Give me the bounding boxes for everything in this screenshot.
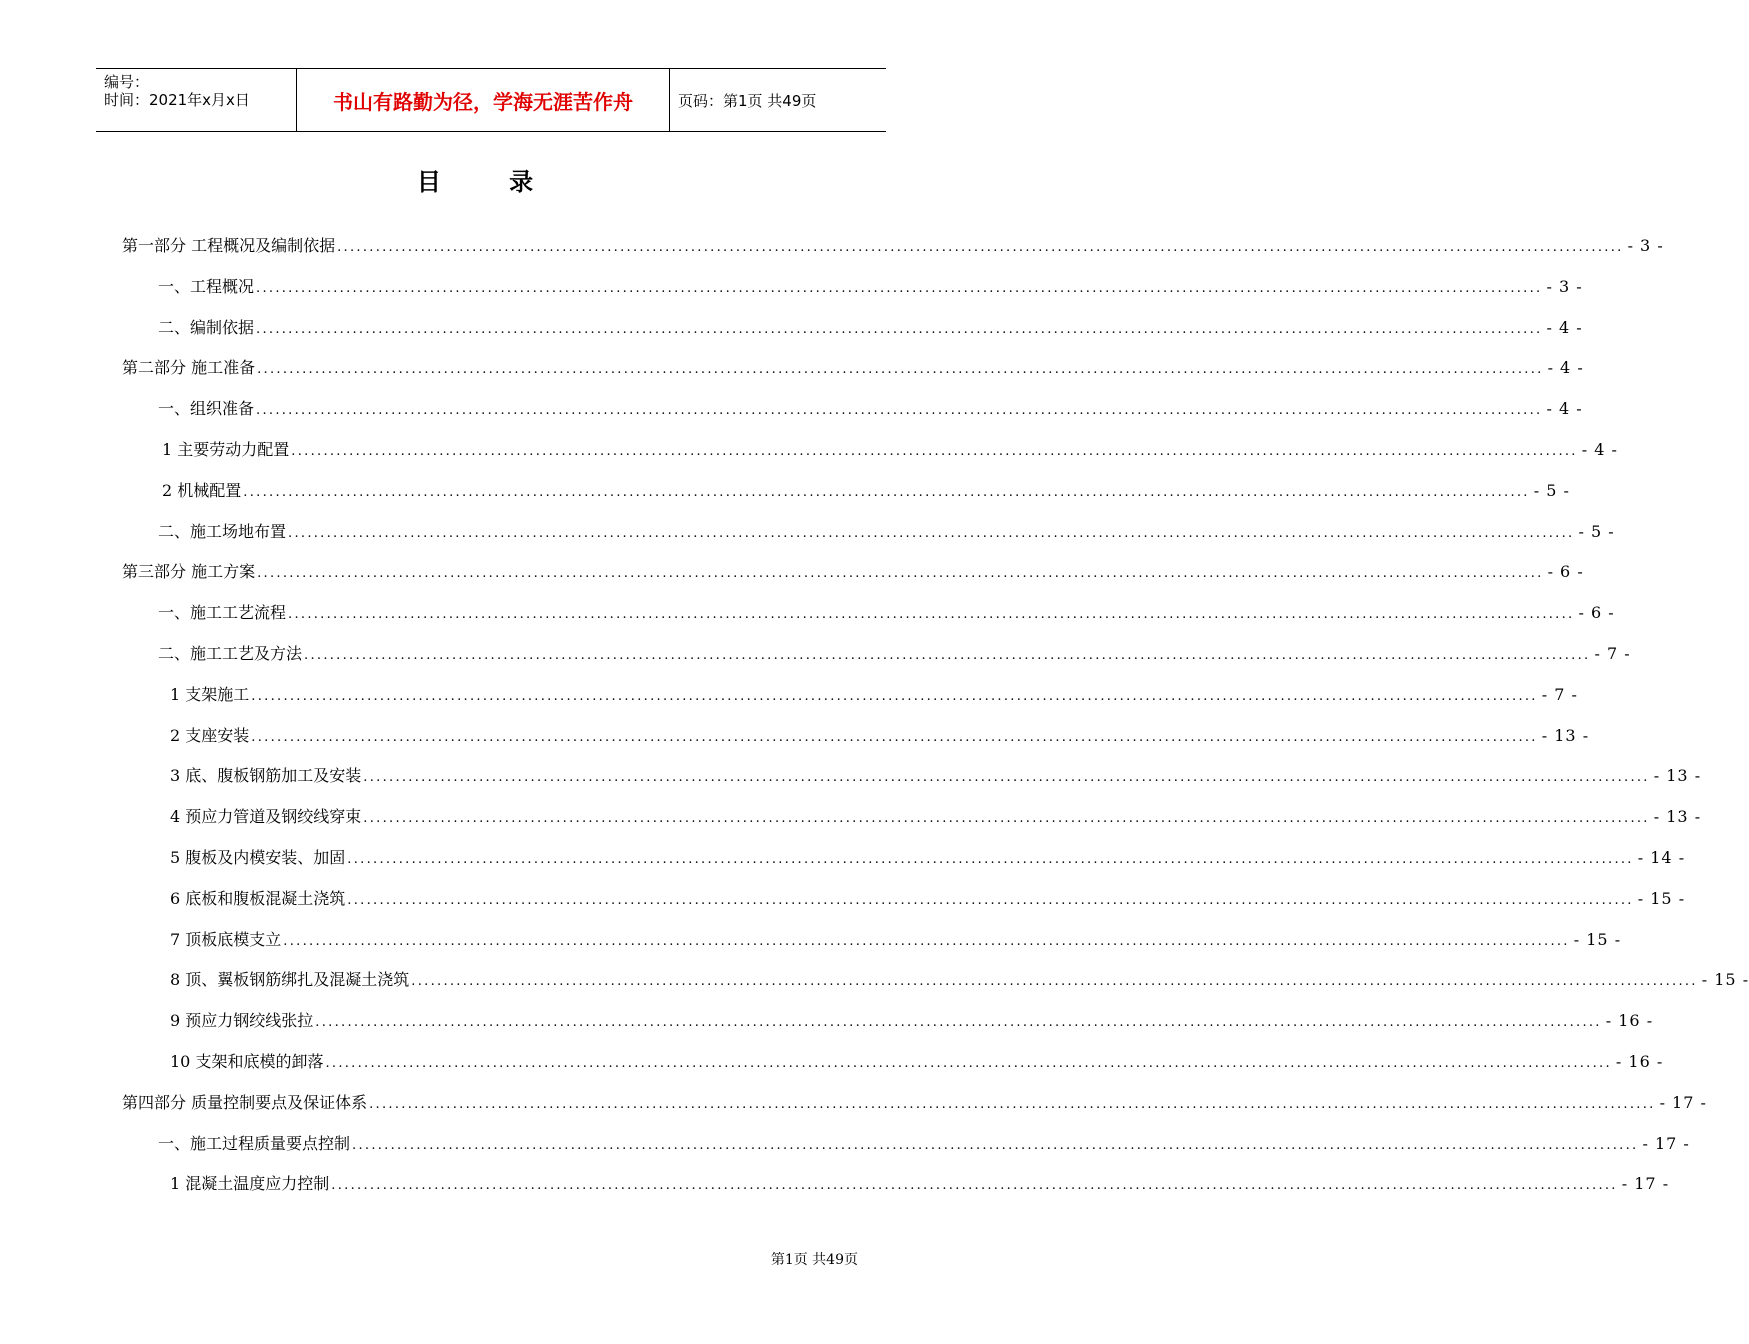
toc-entry-page: - 4 - <box>1581 440 1618 459</box>
toc-entry[interactable] <box>170 1173 1670 1195</box>
toc-entry-page: - 17 - <box>1659 1092 1707 1112</box>
page-header <box>96 68 886 132</box>
toc-entry[interactable] <box>158 1133 1690 1155</box>
toc-entry-title: 二、施工工艺及方法 <box>158 644 303 663</box>
toc-entry-title: 1 主要劳动力配置 <box>162 440 290 459</box>
toc-entry-page: - 3 - <box>1546 276 1583 296</box>
toc-entry-title: 6 底板和腹板混凝土浇筑 <box>170 888 346 908</box>
toc-entry-title: 1 支架施工 <box>170 684 250 704</box>
toc-dot-leader: ........................................................................................................................................................................................................ <box>347 852 1634 867</box>
toc-entry-title: 一、工程概况 <box>158 276 255 296</box>
toc-entry-page: - 14 - <box>1637 848 1686 867</box>
toc-entry-title: 第三部分 施工方案 <box>122 562 256 582</box>
toc-dot-leader: ........................................................................................................................................................................................................ <box>257 566 1544 582</box>
header-motto: 书山有路勤为径，学海无涯苦作舟 <box>333 90 633 114</box>
toc-entry[interactable] <box>158 602 1615 624</box>
toc-entry[interactable] <box>170 929 1622 951</box>
toc-entry-page: - 4 - <box>1547 358 1584 378</box>
toc-entry[interactable] <box>170 847 1686 869</box>
header-page-cell <box>670 69 886 131</box>
toc-entry-title: 8 顶、翼板钢筋绑扎及混凝土浇筑 <box>170 970 410 990</box>
toc-entry-page: - 6 - <box>1578 603 1615 623</box>
toc-dot-leader: ........................................................................................................................................................................................................ <box>363 770 1650 786</box>
toc-title-text: 目 录 <box>416 167 534 196</box>
toc-entry[interactable] <box>162 480 1570 502</box>
document-number-label: 编号： <box>104 73 150 91</box>
toc-entry[interactable] <box>170 725 1590 747</box>
toc-title <box>0 162 950 197</box>
toc-entry[interactable] <box>122 561 1584 583</box>
toc-entry[interactable] <box>158 521 1615 543</box>
header-meta-cell <box>96 69 297 131</box>
toc-entry-page: - 15 - <box>1573 929 1622 949</box>
toc-entry-page: - 16 - <box>1605 1011 1654 1031</box>
toc-entry-title: 1 混凝土温度应力控制 <box>170 1174 330 1194</box>
toc-entry[interactable] <box>158 317 1583 339</box>
toc-dot-leader: ........................................................................................................................................................................................................ <box>288 607 1575 623</box>
toc-dot-leader: ........................................................................................................................................................................................................ <box>337 240 1624 255</box>
toc-entry-title: 第四部分 质量控制要点及保证体系 <box>122 1092 368 1112</box>
toc-entry-title: 第一部分 工程概况及编制依据 <box>122 236 336 255</box>
toc-dot-leader: ........................................................................................................................................................................................................ <box>251 688 1538 704</box>
toc-entry-page: - 13 - <box>1541 725 1590 745</box>
toc-entry-title: 一、施工过程质量要点控制 <box>158 1133 351 1153</box>
page-footer: 第1页 共49页 <box>770 1252 858 1268</box>
toc-dot-leader: ........................................................................................................................................................................................................ <box>325 1056 1612 1071</box>
toc-entry[interactable] <box>170 1051 1664 1073</box>
toc-dot-leader: ........................................................................................................................................................................................................ <box>352 1137 1639 1153</box>
toc-entry-title: 9 预应力钢绞线张拉 <box>170 1011 314 1031</box>
toc-dot-leader: ........................................................................................................................................................................................................ <box>251 729 1538 745</box>
toc-entry[interactable] <box>170 888 1686 910</box>
toc-entry-page: - 5 - <box>1533 480 1570 500</box>
toc-entry[interactable] <box>158 398 1583 420</box>
header-motto-cell <box>297 69 670 131</box>
document-time-label: 时间：2021年x月x日 <box>104 91 250 109</box>
toc-dot-leader: ........................................................................................................................................................................................................ <box>291 444 1578 459</box>
toc-entry-title: 3 底、腹板钢筋加工及安装 <box>170 766 362 786</box>
toc-entry-page: - 17 - <box>1642 1133 1690 1153</box>
toc-entry-page: - 16 - <box>1615 1052 1664 1071</box>
toc-entry[interactable] <box>162 439 1618 461</box>
header-page-number: 页码：第1页 共49页 <box>678 92 817 110</box>
toc-entry-page: - 3 - <box>1627 236 1664 255</box>
toc-entry-title: 2 机械配置 <box>162 480 242 500</box>
toc-entry-page: - 15 - <box>1701 970 1749 990</box>
toc-entry-title: 7 顶板底模支立 <box>170 929 282 949</box>
toc-entry[interactable] <box>158 643 1631 665</box>
toc-dot-leader: ........................................................................................................................................................................................................ <box>256 280 1543 296</box>
toc-entry-page: - 13 - <box>1653 807 1702 827</box>
toc-entry-page: - 6 - <box>1547 562 1584 582</box>
toc-entry[interactable] <box>170 684 1578 706</box>
toc-entry[interactable] <box>122 357 1584 379</box>
toc-entry[interactable] <box>170 765 1702 787</box>
toc-dot-leader: ........................................................................................................................................................................................................ <box>257 362 1544 378</box>
toc-entry[interactable] <box>122 1092 1707 1114</box>
toc-entry[interactable] <box>170 969 1749 991</box>
toc-dot-leader: ........................................................................................................................................................................................................ <box>283 933 1570 949</box>
toc-dot-leader: ........................................................................................................................................................................................................ <box>288 525 1575 541</box>
toc-dot-leader: ........................................................................................................................................................................................................ <box>315 1015 1602 1031</box>
toc-dot-leader: ........................................................................................................................................................................................................ <box>411 974 1698 990</box>
toc-entry[interactable] <box>170 806 1702 828</box>
toc-entry-title: 一、组织准备 <box>158 399 255 419</box>
toc-entry-title: 10 支架和底模的卸落 <box>170 1052 324 1071</box>
toc-dot-leader: ........................................................................................................................................................................................................ <box>331 1178 1618 1194</box>
toc-entry-page: - 15 - <box>1637 888 1686 908</box>
toc-dot-leader: ........................................................................................................................................................................................................ <box>347 892 1634 908</box>
toc-entry-page: - 17 - <box>1621 1174 1670 1194</box>
toc-dot-leader: ........................................................................................................................................................................................................ <box>369 1096 1656 1112</box>
toc-entry[interactable] <box>122 235 1664 257</box>
toc-dot-leader: ........................................................................................................................................................................................................ <box>363 811 1650 827</box>
toc-entry-page: - 13 - <box>1653 766 1702 786</box>
toc-entry-title: 二、施工场地布置 <box>158 521 287 541</box>
toc-entry-title: 二、编制依据 <box>158 317 255 337</box>
toc-entry-page: - 5 - <box>1578 521 1615 541</box>
toc-entry-page: - 7 - <box>1541 684 1578 704</box>
toc-entry-page: - 4 - <box>1546 317 1583 337</box>
toc-dot-leader: ........................................................................................................................................................................................................ <box>256 403 1543 419</box>
toc-entry[interactable] <box>170 1010 1654 1032</box>
toc-entry-page: - 4 - <box>1546 399 1583 419</box>
toc-dot-leader: ........................................................................................................................................................................................................ <box>243 484 1530 500</box>
toc-dot-leader: ........................................................................................................................................................................................................ <box>304 648 1591 663</box>
toc-entry-title: 2 支座安装 <box>170 725 250 745</box>
toc-entry-title: 4 预应力管道及钢绞线穿束 <box>170 807 362 827</box>
toc-entry-title: 5 腹板及内模安装、加固 <box>170 848 346 867</box>
toc-entry-title: 一、施工工艺流程 <box>158 603 287 623</box>
toc-dot-leader: ........................................................................................................................................................................................................ <box>256 321 1543 337</box>
toc-entry[interactable] <box>158 276 1583 298</box>
toc-entry-title: 第二部分 施工准备 <box>122 358 256 378</box>
toc-entry-page: - 7 - <box>1594 644 1631 663</box>
